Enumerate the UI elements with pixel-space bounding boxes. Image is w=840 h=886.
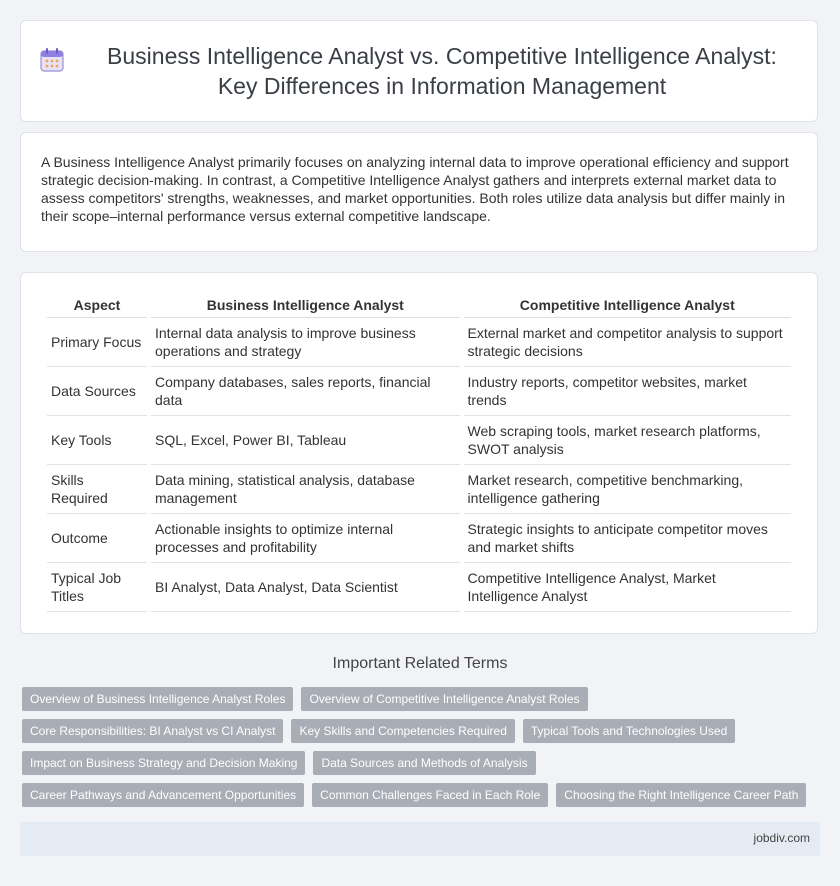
related-term-tag[interactable]: Key Skills and Competencies Required xyxy=(291,719,514,743)
row-bi: Company databases, sales reports, financial data xyxy=(151,367,460,416)
row-ci: Market research, competitive benchmarking, intelligence gathering xyxy=(464,465,791,514)
intro-paragraph: A Business Intelligence Analyst primarily focuses on analyzing internal data to improve operational efficiency and support strategic decision-making. In contrast, a Competitive Intelligence Analyst gathers and interprets external market data to assess competitors' strengths, weaknesses, and market opportunities. Both roles utilize data analysis but differ mainly in their scope–internal performance versus external competitive landscape. xyxy=(41,154,789,224)
footer-site-link[interactable]: jobdiv.com xyxy=(753,831,810,845)
related-term-tag[interactable]: Impact on Business Strategy and Decision Making xyxy=(22,751,305,775)
table-row xyxy=(47,367,791,416)
row-ci: Competitive Intelligence Analyst, Market Intelligence Analyst xyxy=(464,563,791,612)
related-terms-heading: Important Related Terms xyxy=(332,655,508,672)
related-term-tag[interactable]: Typical Tools and Technologies Used xyxy=(523,719,735,743)
related-term-tag[interactable]: Common Challenges Faced in Each Role xyxy=(312,783,548,807)
row-aspect: Outcome xyxy=(47,514,147,563)
title-card xyxy=(20,20,818,122)
header-ci-analyst: Competitive Intelligence Analyst xyxy=(464,293,791,318)
related-term-tag[interactable]: Overview of Competitive Intelligence Analyst Roles xyxy=(301,687,587,711)
row-bi: BI Analyst, Data Analyst, Data Scientist xyxy=(151,563,460,612)
related-term-tag[interactable]: Data Sources and Methods of Analysis xyxy=(313,751,535,775)
row-bi: SQL, Excel, Power BI, Tableau xyxy=(151,416,460,465)
table-row xyxy=(47,514,791,563)
table-row xyxy=(47,465,791,514)
row-ci: Web scraping tools, market research platforms, SWOT analysis xyxy=(464,416,791,465)
table-row xyxy=(47,563,791,612)
related-terms xyxy=(22,687,822,815)
row-aspect: Skills Required xyxy=(47,465,147,514)
related-term-tag[interactable]: Core Responsibilities: BI Analyst vs CI Analyst xyxy=(22,719,283,743)
row-ci: Strategic insights to anticipate competitor moves and market shifts xyxy=(464,514,791,563)
row-aspect: Data Sources xyxy=(47,367,147,416)
calendar-icon xyxy=(39,47,65,73)
row-bi: Data mining, statistical analysis, database management xyxy=(151,465,460,514)
related-term-tag[interactable]: Career Pathways and Advancement Opportunities xyxy=(22,783,304,807)
table-row xyxy=(47,318,791,367)
footer xyxy=(20,822,820,856)
comparison-card xyxy=(20,272,818,634)
row-aspect: Key Tools xyxy=(47,416,147,465)
page-title: Business Intelligence Analyst vs. Competitive Intelligence Analyst: Key Differences in Information Management xyxy=(107,43,777,99)
row-ci: Industry reports, competitor websites, market trends xyxy=(464,367,791,416)
comparison-table xyxy=(43,293,795,612)
table-row xyxy=(47,416,791,465)
row-ci: External market and competitor analysis to support strategic decisions xyxy=(464,318,791,367)
intro-card xyxy=(20,132,818,252)
related-term-tag[interactable]: Overview of Business Intelligence Analyst Roles xyxy=(22,687,293,711)
table-header-row xyxy=(47,293,791,318)
row-bi: Actionable insights to optimize internal processes and profitability xyxy=(151,514,460,563)
header-bi-analyst: Business Intelligence Analyst xyxy=(151,293,460,318)
related-term-tag[interactable]: Choosing the Right Intelligence Career Path xyxy=(556,783,806,807)
row-aspect: Typical Job Titles xyxy=(47,563,147,612)
header-aspect: Aspect xyxy=(47,293,147,318)
row-aspect: Primary Focus xyxy=(47,318,147,367)
row-bi: Internal data analysis to improve business operations and strategy xyxy=(151,318,460,367)
